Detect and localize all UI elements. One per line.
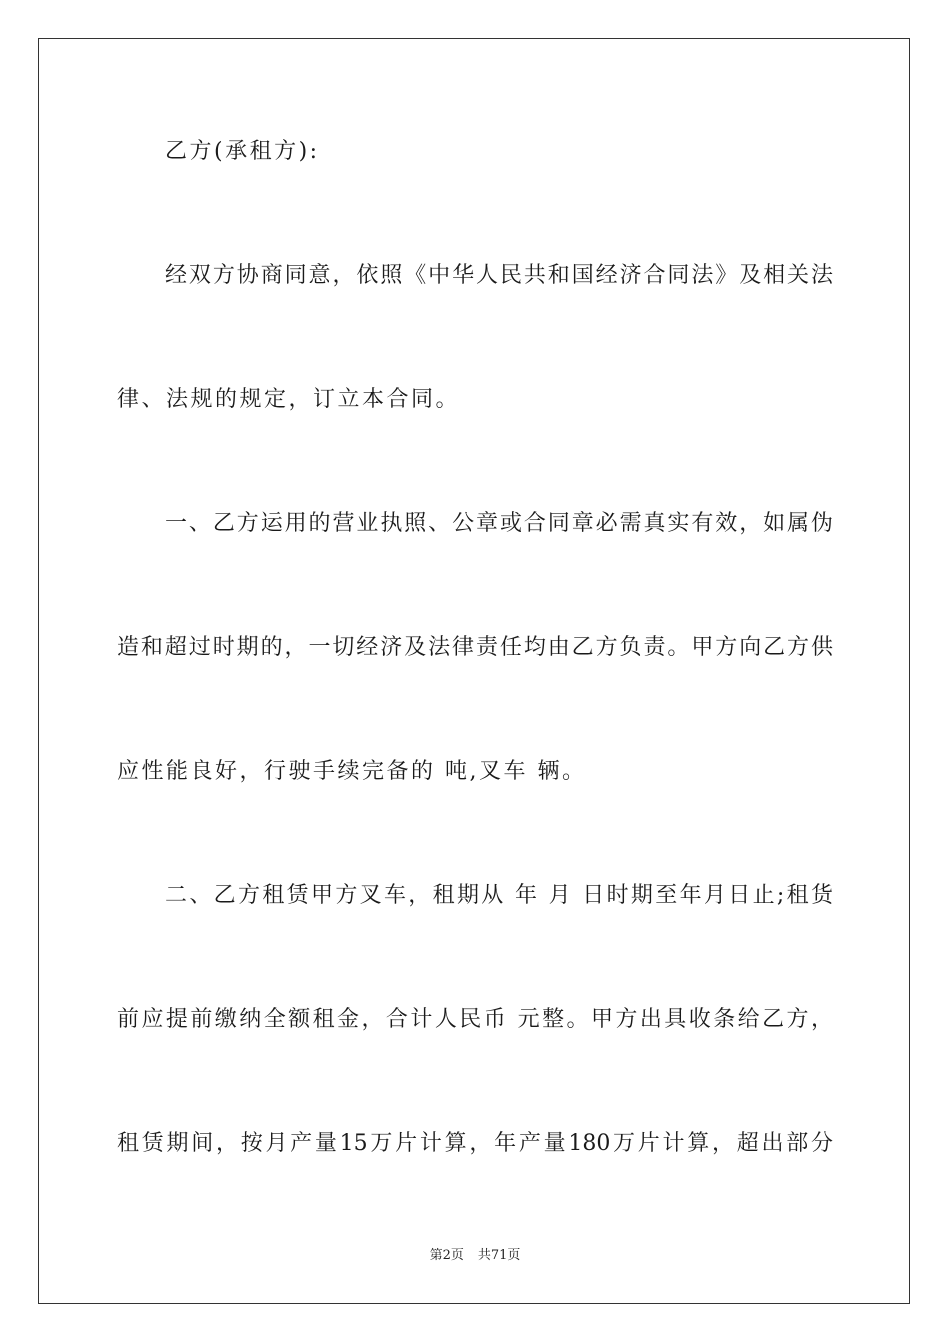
paragraph-intro-line-2: 律、法规的规定，订立本合同。: [117, 387, 461, 412]
page-number: 第2页: [429, 1248, 464, 1263]
clause-1-line-1: 一、乙方运用的营业执照、公章或合同章必需真实有效，如属伪: [165, 511, 833, 536]
page-footer: [0, 1247, 950, 1265]
clause-1-line-2: 造和超过时期的，一切经济及法律责任均由乙方负责。甲方向乙方供: [117, 635, 833, 660]
paragraph-intro-line-1: 经双方协商同意，依照《中华人民共和国经济合同法》及相关法: [165, 263, 833, 288]
clause-2-line-3: 租赁期间，按月产量15万片计算，年产量180万片计算，超出部分: [117, 1131, 833, 1156]
party-b-label: 乙方(承租方):: [165, 139, 320, 164]
clause-2-line-1: 二、乙方租赁甲方叉车，租期从 年 月 日时期至年月日止;租货: [165, 883, 833, 908]
clause-2-line-2: 前应提前缴纳全额租金，合计人民币 元整。甲方出具收条给乙方，: [117, 1007, 833, 1032]
clause-1-line-3: 应性能良好，行驶手续完备的 吨,叉车 辆。: [117, 759, 587, 784]
page-total: 共71页: [477, 1248, 521, 1263]
page-border: [38, 38, 910, 1304]
